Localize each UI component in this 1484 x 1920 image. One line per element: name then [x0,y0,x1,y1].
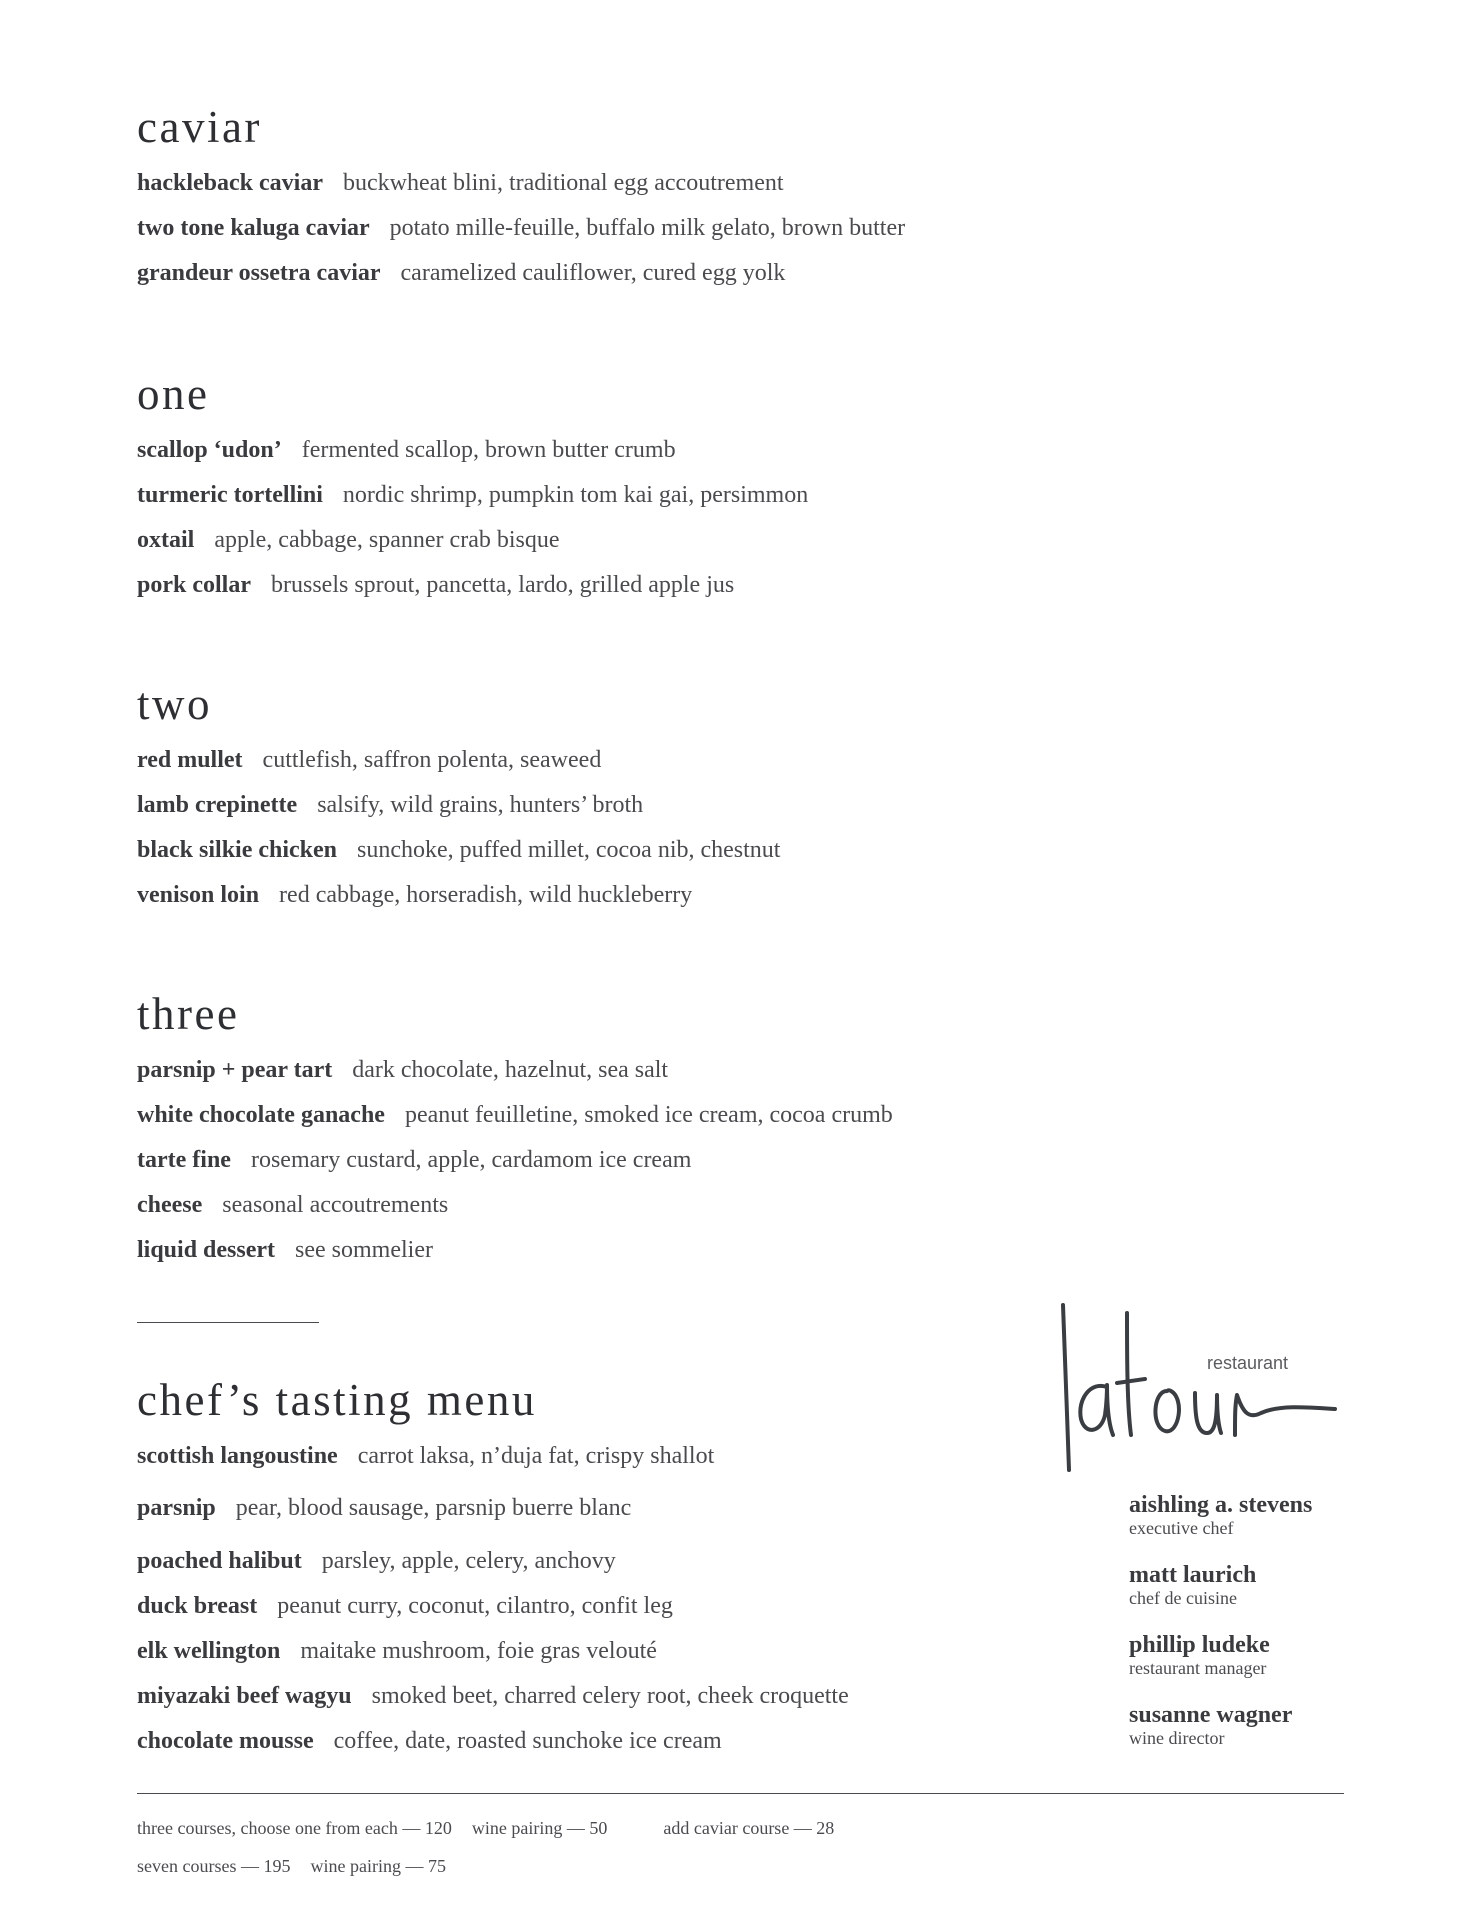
menu-item [137,528,808,573]
item-list [137,1444,849,1774]
staff-list [1129,1492,1312,1772]
item-name: cheese [137,1192,203,1218]
menu-item [137,1594,849,1639]
item-name: parsnip + pear tart [137,1057,333,1083]
item-name: chocolate mousse [137,1728,314,1754]
menu-item [137,1729,849,1774]
item-name: pork collar [137,572,251,598]
price-three-courses: three courses, choose one from each — 120 [137,1818,452,1838]
item-description: buckwheat blini, traditional egg accoutrement [343,170,784,196]
item-description: salsify, wild grains, hunters’ broth [317,792,644,818]
section-title: three [137,989,240,1039]
menu-item [137,838,780,883]
menu-item [137,1639,849,1684]
item-description: rosemary custard, apple, cardamom ice cream [250,1147,692,1173]
item-list [137,748,780,928]
menu-item [137,1549,849,1594]
item-description: sunchoke, puffed millet, cocoa nib, chestnut [357,837,781,863]
menu-item [137,1058,893,1103]
staff-role: wine director [1129,1728,1225,1749]
staff-name: aishling a. stevens [1129,1492,1313,1518]
footer-divider [137,1793,1344,1794]
item-name: red mullet [137,747,243,773]
item-name: hackleback caviar [137,170,323,196]
item-description: smoked beet, charred celery root, cheek croquette [371,1683,849,1709]
item-name: liquid dessert [137,1237,276,1263]
item-description: fermented scallop, brown butter crumb [301,437,676,463]
item-description: parsley, apple, celery, anchovy [321,1548,616,1574]
staff-role: restaurant manager [1129,1658,1267,1679]
section-title: caviar [137,102,262,152]
restaurant-logo [1055,1295,1345,1475]
pricing-line-seven-course [137,1856,466,1877]
section-title: two [137,679,212,729]
staff-role: chef de cuisine [1129,1588,1237,1609]
staff-entry [1129,1492,1312,1562]
menu-item [137,1193,893,1238]
item-description: carrot laksa, n’duja fat, crispy shallot [357,1443,715,1469]
item-name: elk wellington [137,1638,281,1664]
price-seven-courses: seven courses — 195 [137,1856,291,1876]
menu-item [137,1103,893,1148]
item-name: duck breast [137,1593,258,1619]
item-name: venison loin [137,882,260,908]
staff-name: matt laurich [1129,1562,1257,1588]
item-list [137,1058,893,1283]
item-name: parsnip [137,1495,216,1521]
item-description: red cabbage, horseradish, wild huckleberry [279,882,693,908]
item-list [137,171,905,306]
menu-item [137,483,808,528]
menu-item [137,1238,893,1283]
staff-entry [1129,1702,1312,1772]
menu-item [137,793,780,838]
item-name: grandeur ossetra caviar [137,260,381,286]
section-title: chef’s tasting menu [137,1375,537,1425]
item-description: pear, blood sausage, parsnip buerre blanc [235,1495,632,1521]
item-name: poached halibut [137,1548,302,1574]
staff-role: executive chef [1129,1518,1234,1539]
menu-item [137,1496,849,1549]
item-name: miyazaki beef wagyu [137,1683,352,1709]
menu-item [137,883,780,928]
staff-name: phillip ludeke [1129,1632,1270,1658]
item-name: white chocolate ganache [137,1102,385,1128]
item-description: coffee, date, roasted sunchoke ice cream [333,1728,722,1754]
menu-item [137,171,905,216]
staff-entry [1129,1632,1312,1702]
menu-item [137,573,808,618]
section-caviar [137,102,906,306]
section-three [137,989,893,1283]
item-description: potato mille-feuille, buffalo milk gelato, brown butter [389,215,906,241]
item-list [137,438,808,618]
item-description: caramelized cauliflower, cured egg yolk [400,260,786,286]
item-description: cuttlefish, saffron polenta, seaweed [262,747,602,773]
item-description: nordic shrimp, pumpkin tom kai gai, persimmon [342,482,809,508]
menu-item [137,261,905,306]
staff-name: susanne wagner [1129,1702,1293,1728]
item-name: tarte fine [137,1147,231,1173]
item-name: black silkie chicken [137,837,338,863]
staff-entry [1129,1562,1312,1632]
item-description: apple, cabbage, spanner crab bisque [214,527,560,553]
price-caviar-course: add caviar course — 28 [663,1818,835,1838]
menu-item [137,1148,893,1193]
section-one [137,369,809,618]
item-description: maitake mushroom, foie gras velouté [300,1638,657,1664]
menu-item [137,1684,849,1729]
menu-item [137,438,808,483]
pricing-line-three-course [137,1818,854,1839]
item-description: see sommelier [295,1237,433,1263]
logo-subtitle: restaurant [1207,1353,1289,1373]
item-name: scallop ‘udon’ [137,437,282,463]
price-wine-pairing: wine pairing — 50 [471,1818,608,1838]
section-title: one [137,369,210,419]
item-name: scottish langoustine [137,1443,338,1469]
item-name: turmeric tortellini [137,482,323,508]
item-name: oxtail [137,527,195,553]
menu-item [137,748,780,793]
menu-item [137,216,905,261]
item-description: brussels sprout, pancetta, lardo, grilled apple jus [271,572,735,598]
menu-item [137,1444,849,1496]
item-description: seasonal accoutrements [222,1192,449,1218]
item-description: dark chocolate, hazelnut, sea salt [352,1057,669,1083]
section-tasting-menu [137,1375,849,1774]
item-description: peanut feuilletine, smoked ice cream, cocoa crumb [404,1102,893,1128]
section-two [137,679,781,928]
price-wine-pairing: wine pairing — 75 [310,1856,446,1876]
item-name: lamb crepinette [137,792,298,818]
item-name: two tone kaluga caviar [137,215,370,241]
section-divider [137,1322,319,1323]
item-description: peanut curry, coconut, cilantro, confit leg [277,1593,673,1619]
